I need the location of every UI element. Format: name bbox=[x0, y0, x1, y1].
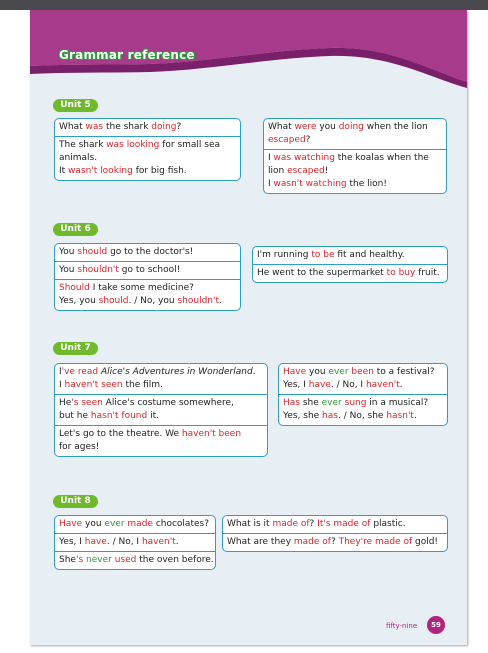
highlighted-grammar: shouldn't bbox=[177, 296, 219, 306]
highlighted-grammar: have bbox=[308, 380, 331, 390]
highlighted-grammar: made of bbox=[293, 537, 331, 547]
sentence-text: when the lion bbox=[363, 122, 428, 132]
sentence-text: the film. bbox=[122, 380, 163, 390]
unit-6-left-box bbox=[54, 243, 241, 311]
unit-5-label: Unit 5 bbox=[53, 99, 98, 112]
sentence-text: you bbox=[306, 367, 329, 377]
sentence-text: for ages! bbox=[59, 442, 100, 452]
sentence-text: for small sea bbox=[159, 140, 221, 150]
example-sentence bbox=[55, 261, 240, 279]
sentence-text: I bbox=[59, 367, 62, 377]
highlighted-grammar: doing bbox=[338, 122, 364, 132]
sentence-text: ? bbox=[309, 519, 318, 529]
example-sentence bbox=[55, 136, 240, 180]
highlighted-grammar: to be bbox=[311, 250, 335, 260]
sentence-text: Yes, I bbox=[283, 380, 309, 390]
highlighted-grammar: used bbox=[114, 555, 137, 565]
sentence-text: She bbox=[59, 555, 76, 565]
highlighted-grammar: haven't seen bbox=[64, 380, 123, 390]
sentence-text: gold! bbox=[412, 537, 439, 547]
sentence-text: You bbox=[59, 247, 78, 257]
sentence-text: . / No, I bbox=[330, 380, 366, 390]
highlighted-grammar: Has bbox=[283, 398, 300, 408]
sentence-text: You bbox=[59, 265, 78, 275]
sentence-text: fit and healthy. bbox=[334, 250, 405, 260]
highlighted-grammar: was watching bbox=[273, 153, 335, 163]
highlighted-grammar: has bbox=[322, 411, 338, 421]
highlighted-grammar: have bbox=[84, 537, 107, 547]
unit-5-left-box bbox=[54, 118, 241, 181]
highlighted-grammar: wasn't watching bbox=[273, 179, 347, 189]
example-sentence bbox=[55, 244, 240, 261]
sentence-text: I bbox=[268, 153, 274, 163]
highlighted-grammar: 've read bbox=[61, 367, 99, 377]
unit-6-label: Unit 6 bbox=[53, 223, 98, 236]
highlighted-grammar: 's bbox=[75, 555, 84, 565]
highlighted-grammar: should bbox=[77, 247, 108, 257]
unit-7-right-box bbox=[278, 363, 448, 426]
highlighted-grammar: 's seen bbox=[71, 398, 103, 408]
example-sentence bbox=[264, 149, 446, 193]
sentence-text: plastic. bbox=[370, 519, 406, 529]
example-sentence bbox=[55, 425, 267, 456]
sentence-text: you bbox=[82, 519, 105, 529]
sentence-text: Yes, she bbox=[283, 411, 323, 421]
sentence-text: it. bbox=[147, 411, 159, 421]
sentence-text: go to the doctor's! bbox=[107, 247, 194, 257]
unit-6-right-box bbox=[252, 246, 448, 283]
sentence-text: the oven before. bbox=[136, 555, 214, 565]
sentence-text: What bbox=[59, 122, 86, 132]
highlighted-grammar: shouldn't bbox=[77, 265, 119, 275]
sentence-text: What is it bbox=[227, 519, 273, 529]
highlighted-grammar: made bbox=[127, 519, 153, 529]
highlighted-grammar: sung bbox=[344, 398, 367, 408]
sentence-text: Yes, you bbox=[59, 296, 99, 306]
sentence-text: the lion! bbox=[346, 179, 387, 189]
sentence-text: He bbox=[59, 398, 72, 408]
sentence-text: ? bbox=[305, 135, 311, 145]
sentence-text: go to school! bbox=[118, 265, 181, 275]
example-sentence bbox=[253, 264, 447, 282]
sentence-text: chocolates? bbox=[152, 519, 209, 529]
highlighted-grammar: hasn't found bbox=[90, 411, 148, 421]
sentence-text: I take some medicine? bbox=[89, 283, 194, 293]
sentence-text: animals. bbox=[59, 153, 98, 163]
unit-8-label: Unit 8 bbox=[53, 495, 98, 508]
highlighted-adverb: never bbox=[86, 555, 112, 565]
sentence-text: the shark bbox=[103, 122, 152, 132]
sentence-text: in a musical? bbox=[366, 398, 429, 408]
sentence-text: Yes, I bbox=[59, 537, 85, 547]
example-sentence bbox=[253, 247, 447, 264]
document-page bbox=[30, 10, 467, 645]
page-title: Grammar reference bbox=[59, 48, 195, 62]
unit-8-right-box bbox=[222, 515, 448, 552]
example-sentence bbox=[223, 533, 447, 551]
example-sentence bbox=[55, 279, 240, 310]
top-bar bbox=[0, 0, 488, 10]
example-sentence bbox=[279, 364, 447, 394]
sentence-text: Alice's costume somewhere, bbox=[102, 398, 234, 408]
highlighted-adverb: ever bbox=[328, 367, 349, 377]
highlighted-grammar: haven't bbox=[141, 537, 176, 547]
example-sentence bbox=[279, 394, 447, 425]
highlighted-grammar: was bbox=[85, 122, 104, 132]
unit-7-label: Unit 7 bbox=[53, 342, 98, 355]
highlighted-grammar: Have bbox=[283, 367, 307, 377]
sentence-text: you bbox=[316, 122, 339, 132]
highlighted-grammar: They're made of bbox=[338, 537, 413, 547]
sentence-text: I bbox=[268, 179, 274, 189]
highlighted-grammar: escaped bbox=[287, 166, 325, 176]
sentence-text: ? bbox=[176, 122, 182, 132]
example-sentence bbox=[55, 516, 215, 533]
sentence-text: but he bbox=[59, 411, 91, 421]
sentence-text: I'm running bbox=[257, 250, 312, 260]
highlighted-grammar: wasn't looking bbox=[68, 166, 133, 176]
sentence-text: I bbox=[59, 380, 65, 390]
highlighted-grammar: It's made of bbox=[317, 519, 371, 529]
sentence-text: . bbox=[399, 380, 403, 390]
sentence-text: . bbox=[175, 537, 179, 547]
sentence-text: Let's go to the theatre. We bbox=[59, 429, 182, 439]
sentence-text: He went to the supermarket bbox=[257, 268, 387, 278]
example-sentence bbox=[55, 119, 240, 136]
sentence-text: lion bbox=[268, 166, 288, 176]
example-sentence bbox=[55, 394, 267, 425]
sentence-text: ! bbox=[324, 166, 329, 176]
highlighted-adverb: ever bbox=[321, 398, 342, 408]
sentence-text: . / No, you bbox=[128, 296, 178, 306]
sentence-text: ? bbox=[330, 537, 339, 547]
sentence-text: . / No, I bbox=[106, 537, 142, 547]
sentence-text: Alice's Adventures in Wonderland bbox=[101, 367, 253, 377]
unit-8-left-box bbox=[54, 515, 216, 570]
sentence-text: . bbox=[413, 411, 417, 421]
sentence-text: . bbox=[252, 367, 256, 377]
highlighted-grammar: made of bbox=[272, 519, 310, 529]
highlighted-grammar: haven't been bbox=[181, 429, 242, 439]
sentence-text: It bbox=[59, 166, 69, 176]
highlighted-grammar: to buy bbox=[386, 268, 416, 278]
sentence-text: What bbox=[268, 122, 295, 132]
sentence-text: . / No, she bbox=[337, 411, 387, 421]
example-sentence bbox=[264, 119, 446, 149]
highlighted-grammar: was looking bbox=[106, 140, 160, 150]
sentence-text: for big fish. bbox=[132, 166, 187, 176]
highlighted-grammar: hasn't bbox=[386, 411, 414, 421]
highlighted-grammar: haven't bbox=[365, 380, 400, 390]
example-sentence bbox=[223, 516, 447, 533]
highlighted-adverb: ever bbox=[104, 519, 125, 529]
sentence-text: to a festival? bbox=[373, 367, 435, 377]
highlighted-grammar: doing bbox=[151, 122, 177, 132]
highlighted-grammar: escaped bbox=[268, 135, 306, 145]
unit-5-right-box bbox=[263, 118, 447, 194]
highlighted-grammar: Have bbox=[59, 519, 83, 529]
highlighted-grammar: Should bbox=[59, 283, 90, 293]
page-number-badge: 59 bbox=[427, 616, 445, 634]
example-sentence bbox=[55, 533, 215, 551]
sentence-text: . bbox=[219, 296, 222, 306]
sentence-text: The shark bbox=[59, 140, 107, 150]
page-number-word: fifty-nine bbox=[386, 622, 418, 630]
sentence-text: What are they bbox=[227, 537, 294, 547]
highlighted-grammar: been bbox=[351, 367, 374, 377]
sentence-text: the koalas when the bbox=[334, 153, 429, 163]
sentence-text: she bbox=[299, 398, 322, 408]
highlighted-grammar: were bbox=[294, 122, 317, 132]
highlighted-grammar: should bbox=[98, 296, 129, 306]
sentence-text: fruit. bbox=[415, 268, 440, 278]
example-sentence bbox=[55, 364, 267, 394]
unit-7-left-box bbox=[54, 363, 268, 457]
example-sentence bbox=[55, 551, 215, 569]
